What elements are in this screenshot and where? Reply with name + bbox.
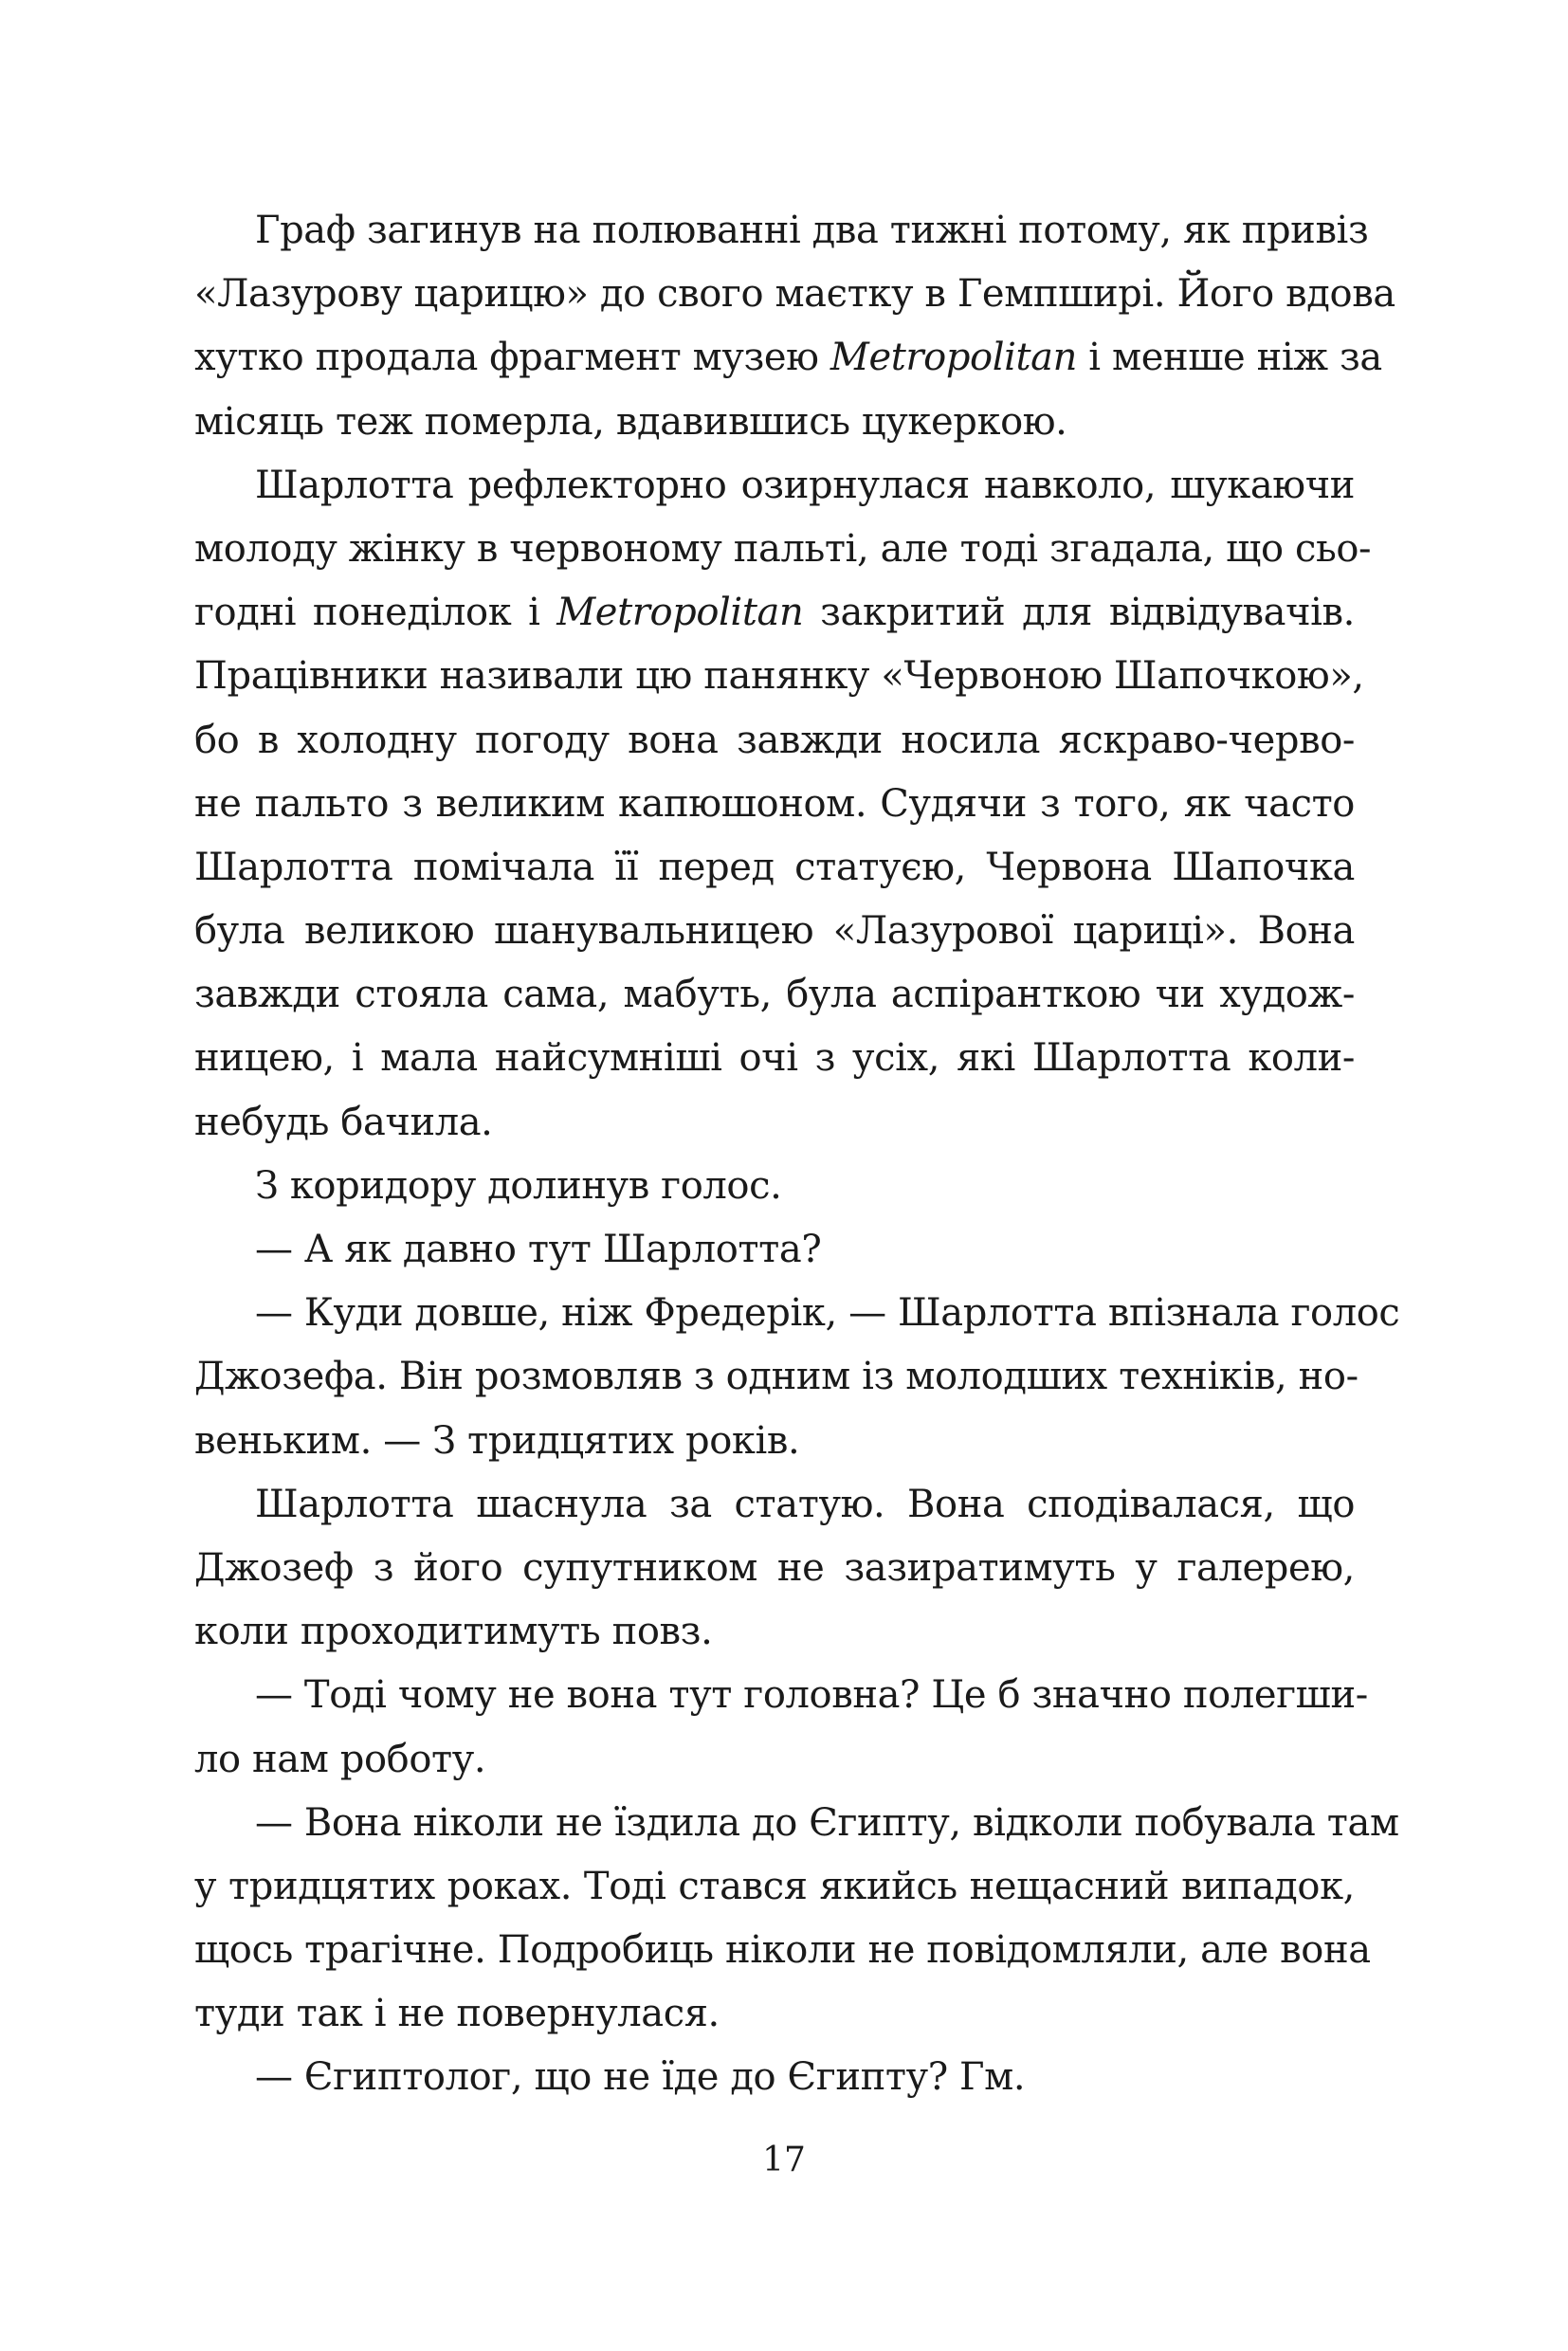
text-line: Джозефа. Він розмовляв з одним із молодших техніків, но- (194, 1355, 1358, 1399)
text-line: З коридору долинув голос. (255, 1163, 782, 1208)
text-line: туди так і не повернулася. (194, 1992, 720, 2036)
text-line: — Тоді чому не вона тут головна? Це б значно полегши- (255, 1673, 1368, 1718)
text-line: була великою шанувальницею «Лазурової цариці». Вона (194, 909, 1355, 954)
text-line: коли проходитимуть повз. (194, 1610, 713, 1654)
text-line: місяць теж померла, вдавившись цукеркою. (194, 399, 1067, 444)
text-line: Джозеф з його супутником не зазиратимуть у галерею, (194, 1545, 1355, 1590)
museum-name: Metropolitan (830, 336, 1077, 380)
text-line: у тридцятих роках. Тоді стався якийсь нещасний випадок, (194, 1864, 1355, 1908)
text-line: веньким. — З тридцятих років. (194, 1418, 800, 1463)
text-line: молоду жінку в червоному пальті, але тоді згадала, що сьо- (194, 526, 1372, 571)
page-text (194, 199, 1400, 2110)
museum-name: Metropolitan (556, 591, 804, 635)
text-line: — Єгиптолог, що не їде до Єгипту? Гм. (255, 2055, 1026, 2100)
text-line: Працівники називали цю панянку «Червоною Шапочкою», (194, 654, 1364, 699)
text-line: «Лазурову царицю» до свого маєтку в Гемпширі. Його вдова (194, 272, 1395, 317)
text-line: бо в холодну погоду вона завжди носила яскраво-черво- (194, 718, 1355, 762)
text-line: — Куди довше, ніж Фредерік, — Шарлотта впізнала голос (255, 1291, 1400, 1336)
text-line: Граф загинув на полюванні два тижні потому, як привіз (255, 209, 1369, 252)
text-line: завжди стояла сама, мабуть, була аспіранткою чи худож- (194, 973, 1355, 1017)
text-line: щось трагічне. Подробиць ніколи не повідомляли, але вона (194, 1928, 1371, 1973)
text-line: хутко продала фрагмент музею Metropolitan і менше ніж за (194, 336, 1382, 380)
page-number: 17 (762, 2141, 806, 2179)
text-line: Шарлотта шаснула за статую. Вона сподівалася, що (255, 1482, 1355, 1526)
text-line: — А як давно тут Шарлотта? (255, 1228, 822, 1271)
text-line: ницею, і мала найсумніші очі з усіх, які Шарлотта коли- (194, 1036, 1355, 1081)
text-line: — Вона ніколи не їздила до Єгипту, відколи побувала там (255, 1800, 1399, 1845)
text-line: Шарлотта рефлекторно озирнулася навколо, шукаючи (255, 463, 1355, 507)
text-line: годні понеділок і Metropolitan закритий для відвідувачів. (194, 591, 1355, 635)
text-line: Шарлотта помічала її перед статуєю, Червона Шапочка (194, 845, 1355, 889)
text-line: небудь бачила. (194, 1100, 493, 1144)
text-line: не пальто з великим капюшоном. Судячи з того, як часто (194, 781, 1355, 826)
text-line: ло нам роботу. (194, 1737, 486, 1781)
